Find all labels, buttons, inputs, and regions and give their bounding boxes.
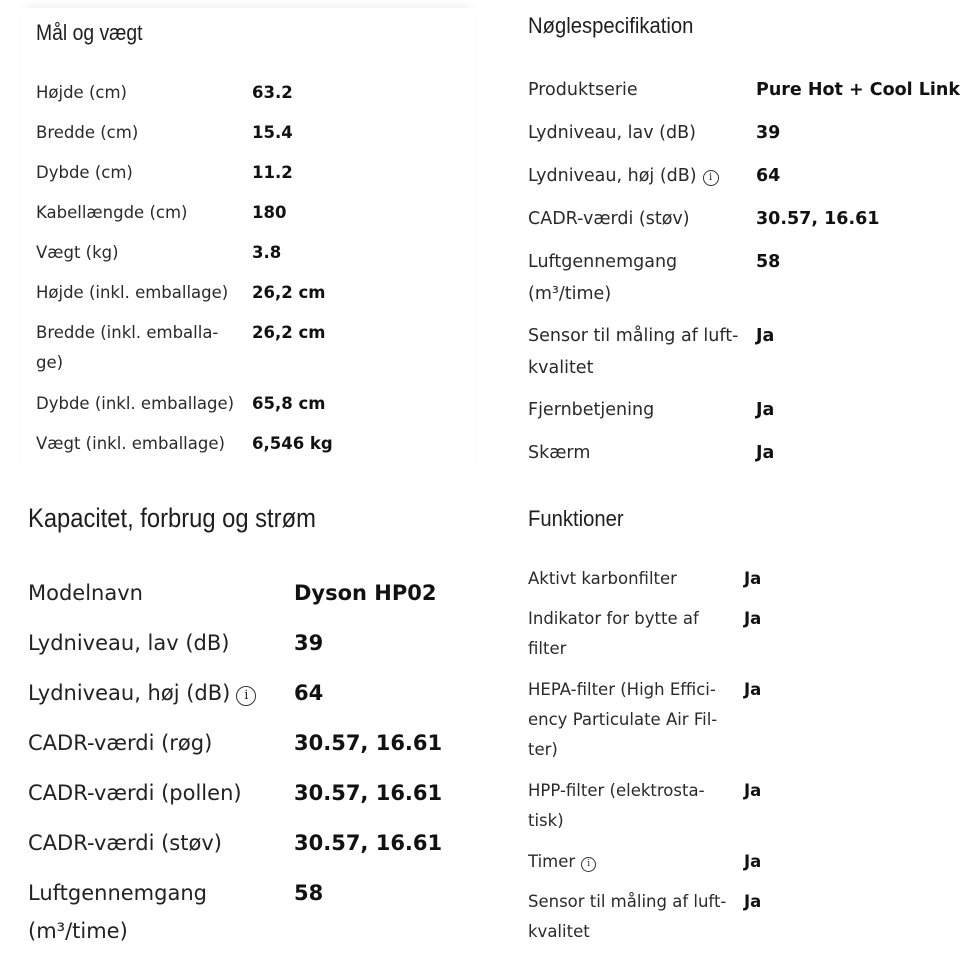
spec-label: Luftgennemgang (m³/time)	[28, 881, 207, 943]
spec-label: Indikator for bytte af filter	[528, 609, 699, 658]
spec-row	[528, 437, 958, 480]
spec-label: Sensor til måling af luft- kvalitet	[528, 892, 727, 941]
spec-value: 64	[294, 681, 324, 705]
spec-label: HEPA-filter (High Effici- ency Particulate Air Fil- ter)	[528, 680, 718, 759]
functions-list	[528, 564, 958, 947]
spec-row	[528, 776, 958, 847]
spec-label: CADR-værdi (støv)	[28, 831, 222, 855]
spec-row	[528, 160, 958, 203]
spec-value: 3.8	[252, 243, 282, 262]
spec-value: Ja	[744, 852, 762, 871]
spec-value: 58	[294, 881, 324, 905]
spec-row	[28, 824, 468, 874]
spec-value: Ja	[756, 400, 775, 420]
spec-value: 6,546 kg	[252, 434, 333, 453]
spec-label: Kabellængde (cm)	[36, 203, 188, 222]
spec-row	[528, 887, 958, 947]
spec-label: Lydniveau, høj (dB) i	[528, 160, 719, 192]
spec-label: Lydniveau, lav (dB)	[528, 123, 696, 143]
spec-row	[528, 74, 958, 117]
spec-row	[36, 389, 476, 429]
spec-value: 30.57, 16.61	[294, 831, 443, 855]
spec-value: Ja	[744, 609, 762, 628]
spec-label: Luftgennemgang (m³/time)	[528, 252, 678, 304]
spec-row	[528, 203, 958, 246]
spec-label: Produktserie	[528, 80, 638, 100]
capacity-list	[28, 574, 468, 944]
spec-value: Ja	[756, 443, 775, 463]
spec-label: Dybde (inkl. emballage)	[36, 394, 235, 413]
spec-value: 65,8 cm	[252, 394, 326, 413]
spec-label: Vægt (inkl. emballage)	[36, 434, 225, 453]
spec-label: Vægt (kg)	[36, 243, 119, 262]
spec-row	[528, 320, 958, 394]
spec-row	[528, 604, 958, 675]
spec-row	[36, 78, 476, 118]
spec-value: 63.2	[252, 83, 293, 102]
spec-row	[36, 238, 476, 278]
spec-label: CADR-værdi (støv)	[528, 209, 690, 229]
spec-label: CADR-værdi (røg)	[28, 731, 213, 755]
spec-row	[528, 246, 958, 320]
spec-row	[28, 574, 468, 624]
spec-value: 64	[756, 166, 781, 186]
spec-value: Ja	[756, 326, 775, 346]
spec-label: Lydniveau, lav (dB)	[28, 631, 230, 655]
spec-label: Aktivt karbonfilter	[528, 569, 677, 588]
spec-row	[28, 674, 468, 724]
spec-value: Ja	[744, 680, 762, 699]
spec-label: Dybde (cm)	[36, 163, 133, 182]
spec-row	[36, 118, 476, 158]
spec-label: Modelnavn	[28, 581, 143, 605]
spec-value: 15.4	[252, 123, 293, 142]
spec-value: 39	[294, 631, 324, 655]
dimensions-list	[36, 78, 476, 469]
spec-row	[28, 774, 468, 824]
spec-row	[36, 198, 476, 238]
dimensions-panel	[20, 8, 476, 478]
spec-row	[28, 624, 468, 674]
spec-row	[36, 318, 476, 389]
spec-row	[28, 874, 468, 944]
spec-value: 39	[756, 123, 781, 143]
spec-value: Pure Hot + Cool Link	[756, 80, 960, 100]
spec-value: 30.57, 16.61	[294, 781, 443, 805]
spec-row	[28, 724, 468, 774]
spec-row	[528, 117, 958, 160]
spec-value: 11.2	[252, 163, 293, 182]
spec-row	[528, 847, 958, 887]
spec-value: 26,2 cm	[252, 323, 326, 342]
spec-value: 30.57, 16.61	[294, 731, 443, 755]
info-icon[interactable]: i	[703, 170, 719, 186]
spec-label: Lydniveau, høj (dB) i	[28, 674, 256, 712]
spec-value: 58	[756, 252, 781, 272]
spec-label: Højde (inkl. emballage)	[36, 283, 229, 302]
spec-label: CADR-værdi (pollen)	[28, 781, 242, 805]
spec-label: Bredde (inkl. emballa- ge)	[36, 323, 219, 372]
spec-value: Dyson HP02	[294, 581, 437, 605]
spec-label: HPP-filter (elektrosta- tisk)	[528, 781, 705, 830]
spec-value: 30.57, 16.61	[756, 209, 880, 229]
capacity-title: Kapacitet, forbrug og strøm	[28, 503, 316, 533]
spec-row	[36, 278, 476, 318]
spec-value: 180	[252, 203, 287, 222]
spec-value: 26,2 cm	[252, 283, 326, 302]
spec-row	[528, 675, 958, 776]
spec-label: Timer i	[528, 847, 596, 877]
spec-label: Bredde (cm)	[36, 123, 139, 142]
dimensions-title: Mål og vægt	[36, 20, 143, 45]
info-icon[interactable]: i	[581, 857, 596, 872]
spec-label: Fjernbetjening	[528, 400, 655, 420]
spec-label: Sensor til måling af luft- kvalitet	[528, 326, 739, 378]
info-icon[interactable]: i	[236, 686, 256, 706]
spec-value: Ja	[744, 569, 762, 588]
key-specs-title: Nøglespecifikation	[528, 13, 694, 38]
spec-value: Ja	[744, 781, 762, 800]
spec-row	[36, 158, 476, 198]
spec-row	[528, 564, 958, 604]
spec-value: Ja	[744, 892, 762, 911]
spec-row	[36, 429, 476, 469]
key-specs-list	[528, 74, 958, 480]
spec-label: Højde (cm)	[36, 83, 127, 102]
spec-label: Skærm	[528, 443, 591, 463]
functions-title: Funktioner	[528, 506, 624, 531]
spec-row	[528, 394, 958, 437]
